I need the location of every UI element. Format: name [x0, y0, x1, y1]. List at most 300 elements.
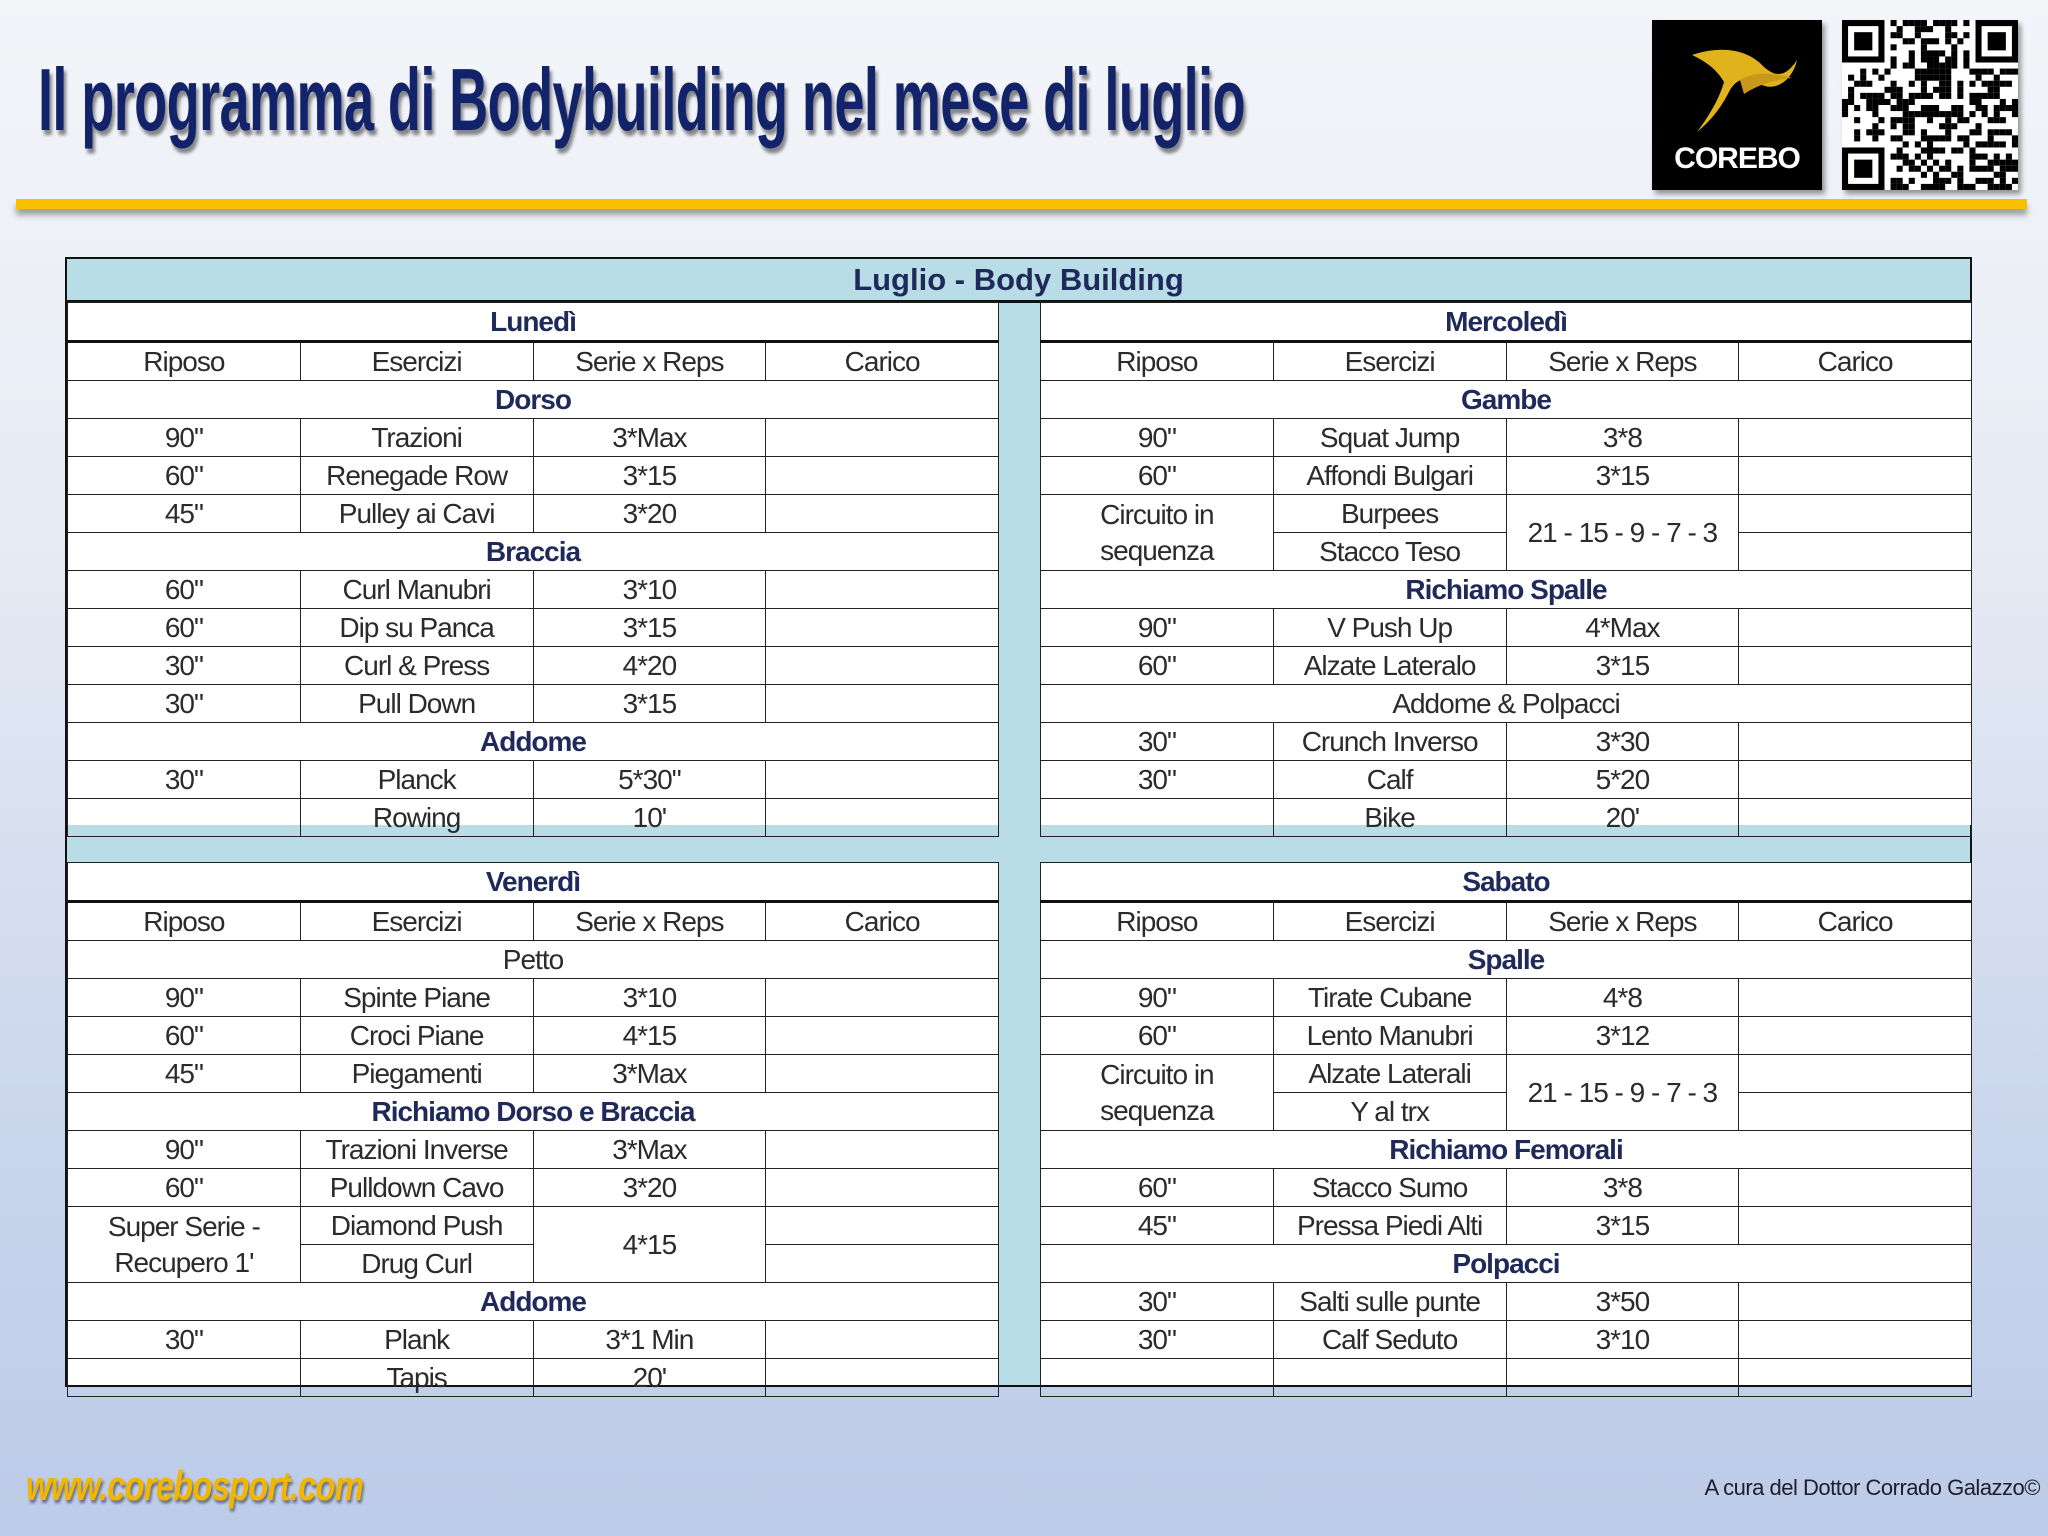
qr-module: [1921, 81, 1927, 87]
column-header: Serie x Reps: [1506, 342, 1739, 381]
serie-cell: 3*8: [1506, 419, 1739, 457]
qr-module: [1860, 81, 1866, 87]
qr-module: [1897, 105, 1903, 111]
qr-module: [1921, 75, 1927, 81]
carico-cell: [1739, 761, 1972, 799]
qr-module: [1842, 111, 1848, 117]
section-label: Addome: [68, 723, 999, 761]
qr-module: [1939, 20, 1945, 26]
corebo-swoosh-icon: [1652, 20, 1822, 150]
qr-module: [1957, 117, 1963, 123]
qr-module: [1939, 63, 1945, 69]
qr-module: [1939, 178, 1945, 184]
qr-module: [1957, 81, 1963, 87]
qr-module: [1921, 50, 1927, 56]
qr-module: [1848, 87, 1854, 93]
qr-module: [1982, 111, 1988, 117]
qr-module: [1927, 117, 1933, 123]
qr-module: [1866, 105, 1872, 111]
column-header: Carico: [766, 902, 999, 941]
qr-module: [1921, 160, 1927, 166]
riposo-cell: 30": [1041, 1283, 1274, 1321]
qr-module: [1915, 141, 1921, 147]
serie-cell: 3*1 Min: [533, 1321, 766, 1359]
qr-module: [1994, 154, 2000, 160]
qr-module: [1988, 166, 1994, 172]
day-name: Venerdì: [68, 863, 999, 902]
qr-module: [1976, 123, 1982, 129]
section-label: Petto: [68, 941, 999, 979]
qr-module: [1957, 38, 1963, 44]
esercizio-cell: Plank: [300, 1321, 533, 1359]
riposo-cell: 60": [1041, 1169, 1274, 1207]
qr-module: [1927, 111, 1933, 117]
section-label: Richiamo Spalle: [1041, 571, 1972, 609]
qr-module: [1921, 184, 1927, 190]
qr-module: [1891, 154, 1897, 160]
qr-module: [1994, 117, 2000, 123]
qr-module: [1963, 117, 1969, 123]
qr-module: [1909, 99, 1915, 105]
serie-cell: 4*20: [533, 647, 766, 685]
serie-cell: 5*20: [1506, 761, 1739, 799]
qr-module: [1891, 32, 1897, 38]
serie-cell: 3*30: [1506, 723, 1739, 761]
serie-cell: 3*10: [533, 571, 766, 609]
qr-module: [1969, 93, 1975, 99]
riposo-cell: Circuito in sequenza: [1041, 495, 1274, 571]
serie-cell: 4*15: [533, 1017, 766, 1055]
qr-module: [1909, 117, 1915, 123]
qr-module: [1939, 135, 1945, 141]
esercizio-cell: Curl & Press: [300, 647, 533, 685]
column-header: Carico: [766, 342, 999, 381]
qr-module: [1976, 141, 1982, 147]
qr-module: [1897, 93, 1903, 99]
qr-module: [1988, 184, 1994, 190]
qr-module: [2000, 166, 2006, 172]
qr-module: [1866, 129, 1872, 135]
table-row: [68, 685, 999, 723]
qr-module: [1957, 111, 1963, 117]
qr-module: [1903, 123, 1909, 129]
qr-module: [1933, 20, 1939, 26]
website-link[interactable]: www.corebosport.com: [26, 1462, 364, 1509]
panel-mercoledi: [1040, 302, 1972, 833]
serie-cell: 3*20: [533, 495, 766, 533]
section-label: Gambe: [1041, 381, 1972, 419]
qr-module: [1884, 69, 1890, 75]
qr-module: [1933, 63, 1939, 69]
qr-module: [1963, 32, 1969, 38]
qr-module: [1945, 56, 1951, 62]
table-title: Luglio - Body Building: [67, 259, 1970, 303]
qr-module: [1921, 93, 1927, 99]
qr-module: [1945, 123, 1951, 129]
qr-module: [1994, 81, 2000, 87]
qr-module: [1915, 111, 1921, 117]
qr-module: [1988, 81, 1994, 87]
section-label: Addome & Polpacci: [1041, 685, 1972, 723]
qr-module: [1982, 105, 1988, 111]
panel-sabato: [1040, 862, 1972, 1385]
table-row: [1041, 723, 1972, 761]
qr-module: [1909, 129, 1915, 135]
table-row: [1041, 1207, 1972, 1245]
qr-module: [1988, 93, 1994, 99]
qr-module: [1909, 178, 1915, 184]
carico-cell: [1739, 1055, 1972, 1093]
qr-module: [1897, 99, 1903, 105]
qr-module: [1957, 172, 1963, 178]
table-row: [68, 1017, 999, 1055]
esercizio-cell: Tapis: [300, 1359, 533, 1397]
qr-module: [1951, 56, 1957, 62]
table-row: [1041, 457, 1972, 495]
table-row: [68, 761, 999, 799]
qr-module: [2012, 166, 2018, 172]
qr-module: [1921, 87, 1927, 93]
qr-module: [1951, 123, 1957, 129]
esercizio-cell: Alzate Laterali: [1273, 1055, 1506, 1093]
serie-cell: 20': [1506, 799, 1739, 837]
qr-module: [1921, 69, 1927, 75]
qr-module: [1994, 172, 2000, 178]
day-header-row: [1041, 303, 1972, 342]
day-header-row: [68, 303, 999, 342]
column-header-row: [1041, 902, 1972, 941]
qr-module: [1897, 154, 1903, 160]
qr-module: [1903, 111, 1909, 117]
qr-module: [1945, 87, 1951, 93]
riposo-cell: [1041, 799, 1274, 837]
day-header-row: [1041, 863, 1972, 902]
qr-module: [1933, 69, 1939, 75]
qr-module: [1903, 38, 1909, 44]
carico-cell: [1739, 799, 1972, 837]
qr-module: [1994, 184, 2000, 190]
qr-module: [2000, 69, 2006, 75]
qr-module: [2006, 160, 2012, 166]
serie-cell: 20': [533, 1359, 766, 1397]
carico-cell: [766, 1245, 999, 1283]
qr-module: [1982, 93, 1988, 99]
qr-module: [1891, 44, 1897, 50]
qr-module: [1927, 93, 1933, 99]
esercizio-cell: Spinte Piane: [300, 979, 533, 1017]
qr-module: [1994, 75, 2000, 81]
section-row: [68, 381, 999, 419]
carico-cell: [766, 979, 999, 1017]
qr-module: [1994, 93, 2000, 99]
qr-module: [1921, 26, 1927, 32]
qr-module: [2006, 166, 2012, 172]
day-name: Lunedì: [68, 303, 999, 342]
carico-cell: [1739, 1169, 1972, 1207]
serie-cell: 3*20: [533, 1169, 766, 1207]
qr-module: [1957, 184, 1963, 190]
qr-module: [1927, 38, 1933, 44]
qr-module: [1969, 99, 1975, 105]
table-row: [1041, 1017, 1972, 1055]
table-row: [1041, 1169, 1972, 1207]
day-name: Mercoledì: [1041, 303, 1972, 342]
qr-module: [1982, 141, 1988, 147]
qr-module: [2012, 111, 2018, 117]
day-name: Sabato: [1041, 863, 1972, 902]
qr-module: [1897, 147, 1903, 153]
section-row: [68, 1283, 999, 1321]
qr-module: [1933, 172, 1939, 178]
qr-module: [1878, 117, 1884, 123]
column-header: Riposo: [1041, 902, 1274, 941]
qr-module: [1872, 135, 1878, 141]
carico-cell: [766, 1169, 999, 1207]
qr-module: [1945, 75, 1951, 81]
qr-module: [1884, 99, 1890, 105]
qr-module: [2012, 105, 2018, 111]
qr-module: [1897, 117, 1903, 123]
carico-cell: [766, 1207, 999, 1245]
qr-module: [1891, 56, 1897, 62]
riposo-cell: 60": [68, 457, 301, 495]
serie-cell: 3*Max: [533, 1131, 766, 1169]
column-header: Carico: [1739, 902, 1972, 941]
riposo-cell: 30": [1041, 761, 1274, 799]
serie-cell: 4*Max: [1506, 609, 1739, 647]
section-row: [68, 1093, 999, 1131]
qr-module: [1927, 135, 1933, 141]
qr-module: [1988, 69, 1994, 75]
qr-module: [1872, 123, 1878, 129]
carico-cell: [1739, 1321, 1972, 1359]
qr-module: [1945, 117, 1951, 123]
qr-module: [1897, 184, 1903, 190]
qr-module: [1878, 93, 1884, 99]
carico-cell: [766, 457, 999, 495]
table-row: [1041, 609, 1972, 647]
qr-module: [1994, 111, 2000, 117]
qr-module: [2006, 184, 2012, 190]
serie-cell: 3*Max: [533, 1055, 766, 1093]
qr-module: [1921, 44, 1927, 50]
qr-module: [2000, 105, 2006, 111]
carico-cell: [766, 1055, 999, 1093]
esercizio-cell: Stacco Teso: [1273, 533, 1506, 571]
serie-cell: 3*15: [533, 685, 766, 723]
esercizio-cell: Pressa Piedi Alti: [1273, 1207, 1506, 1245]
qr-module: [1933, 111, 1939, 117]
qr-module: [1891, 135, 1897, 141]
carico-cell: [766, 1017, 999, 1055]
qr-module: [1976, 105, 1982, 111]
qr-module: [1915, 32, 1921, 38]
qr-module: [2006, 105, 2012, 111]
serie-cell: 3*Max: [533, 419, 766, 457]
qr-module: [1903, 105, 1909, 111]
riposo-cell: 45": [68, 1055, 301, 1093]
qr-module: [1976, 93, 1982, 99]
carico-cell: [766, 1321, 999, 1359]
qr-module: [1842, 105, 1848, 111]
qr-module: [1969, 160, 1975, 166]
qr-module: [2006, 81, 2012, 87]
qr-module: [1939, 69, 1945, 75]
riposo-cell: 30": [1041, 1321, 1274, 1359]
carico-cell: [1739, 419, 1972, 457]
qr-module: [1969, 81, 1975, 87]
carico-cell: [766, 609, 999, 647]
qr-module: [1939, 75, 1945, 81]
qr-module: [1854, 105, 1860, 111]
qr-module: [1860, 93, 1866, 99]
qr-module: [1951, 32, 1957, 38]
qr-module: [1854, 32, 1872, 50]
riposo-cell: 30": [1041, 723, 1274, 761]
section-label: Braccia: [68, 533, 999, 571]
qr-module: [1927, 141, 1933, 147]
qr-module: [1909, 38, 1915, 44]
qr-module: [1860, 69, 1866, 75]
qr-module: [1951, 105, 1957, 111]
esercizio-cell: Pulldown Cavo: [300, 1169, 533, 1207]
qr-module: [1921, 147, 1927, 153]
qr-module: [1933, 178, 1939, 184]
qr-module: [1982, 69, 1988, 75]
qr-module: [1939, 123, 1945, 129]
column-header: Riposo: [68, 902, 301, 941]
qr-module: [1933, 87, 1939, 93]
qr-module: [1921, 105, 1927, 111]
esercizio-cell: Curl Manubri: [300, 571, 533, 609]
qr-module: [1927, 69, 1933, 75]
qr-module: [1969, 69, 1975, 75]
qr-module: [1963, 135, 1969, 141]
qr-module: [1909, 123, 1915, 129]
esercizio-cell: Tirate Cubane: [1273, 979, 1506, 1017]
carico-cell: [1739, 723, 1972, 761]
workout-table: [65, 257, 1972, 1393]
carico-cell: [1739, 1359, 1972, 1397]
qr-module: [1945, 166, 1951, 172]
serie-cell: 3*50: [1506, 1283, 1739, 1321]
qr-code-icon: [1842, 20, 2018, 190]
qr-module: [1939, 87, 1945, 93]
qr-module: [2006, 154, 2012, 160]
qr-module: [1994, 129, 2000, 135]
serie-cell: 3*15: [533, 609, 766, 647]
qr-module: [2012, 135, 2018, 141]
carico-cell: [1739, 1283, 1972, 1321]
qr-module: [2000, 99, 2006, 105]
esercizio-cell: Calf Seduto: [1273, 1321, 1506, 1359]
qr-module: [1897, 32, 1903, 38]
table-row: [68, 647, 999, 685]
qr-module: [1957, 135, 1963, 141]
qr-module: [1927, 184, 1933, 190]
table-row: [1041, 761, 1972, 799]
qr-module: [2000, 81, 2006, 87]
column-header-row: [1041, 342, 1972, 381]
qr-module: [1939, 166, 1945, 172]
corebo-logo: [1652, 20, 1822, 190]
carico-cell: [766, 799, 999, 837]
qr-module: [1951, 147, 1957, 153]
qr-module: [1976, 129, 1982, 135]
qr-module: [1921, 135, 1927, 141]
qr-module: [1909, 20, 1915, 26]
table-row: [68, 799, 999, 837]
esercizio-cell: Croci Piane: [300, 1017, 533, 1055]
riposo-cell: 30": [68, 647, 301, 685]
serie-cell: 3*15: [1506, 1207, 1739, 1245]
qr-module: [1903, 99, 1909, 105]
qr-module: [1945, 20, 1951, 26]
column-header: Serie x Reps: [1506, 902, 1739, 941]
qr-module: [1909, 81, 1915, 87]
qr-module: [1903, 154, 1909, 160]
carico-cell: [1739, 533, 1972, 571]
serie-cell: 3*10: [1506, 1321, 1739, 1359]
author-credit: A cura del Dottor Corrado Galazzo©: [1704, 1475, 2040, 1500]
qr-module: [2000, 172, 2006, 178]
esercizio-cell: Planck: [300, 761, 533, 799]
qr-module: [1994, 160, 2000, 166]
section-row: [1041, 571, 1972, 609]
qr-module: [1945, 129, 1951, 135]
riposo-cell: 90": [68, 419, 301, 457]
carico-cell: [766, 419, 999, 457]
table-row: [1041, 979, 1972, 1017]
table-row: [1041, 647, 1972, 685]
qr-module: [1909, 63, 1915, 69]
table-row: [68, 979, 999, 1017]
qr-module: [1866, 81, 1872, 87]
column-header: Esercizi: [300, 342, 533, 381]
qr-module: [1921, 38, 1927, 44]
qr-module: [1903, 63, 1909, 69]
qr-module: [1988, 135, 1994, 141]
qr-module: [1933, 56, 1939, 62]
qr-module: [1976, 178, 1982, 184]
section-label: Polpacci: [1041, 1245, 1972, 1283]
qr-module: [1945, 26, 1951, 32]
esercizio-cell: Affondi Bulgari: [1273, 457, 1506, 495]
esercizio-cell: Pulley ai Cavi: [300, 495, 533, 533]
qr-module: [1988, 32, 2006, 50]
qr-module: [1933, 38, 1939, 44]
qr-module: [1957, 105, 1963, 111]
qr-module: [2012, 99, 2018, 105]
qr-module: [1939, 111, 1945, 117]
serie-cell: 3*15: [1506, 457, 1739, 495]
column-header: Esercizi: [1273, 342, 1506, 381]
section-row: [68, 533, 999, 571]
riposo-cell: 60": [1041, 457, 1274, 495]
qr-module: [1951, 172, 1957, 178]
qr-module: [1933, 160, 1939, 166]
qr-module: [1854, 129, 1860, 135]
qr-module: [1927, 26, 1933, 32]
esercizio-cell: Trazioni Inverse: [300, 1131, 533, 1169]
table-row: [68, 457, 999, 495]
column-header: Carico: [1739, 342, 1972, 381]
riposo-cell: [1041, 1359, 1274, 1397]
qr-module: [1891, 93, 1897, 99]
qr-module: [2012, 69, 2018, 75]
qr-module: [1848, 75, 1854, 81]
riposo-cell: 60": [68, 571, 301, 609]
